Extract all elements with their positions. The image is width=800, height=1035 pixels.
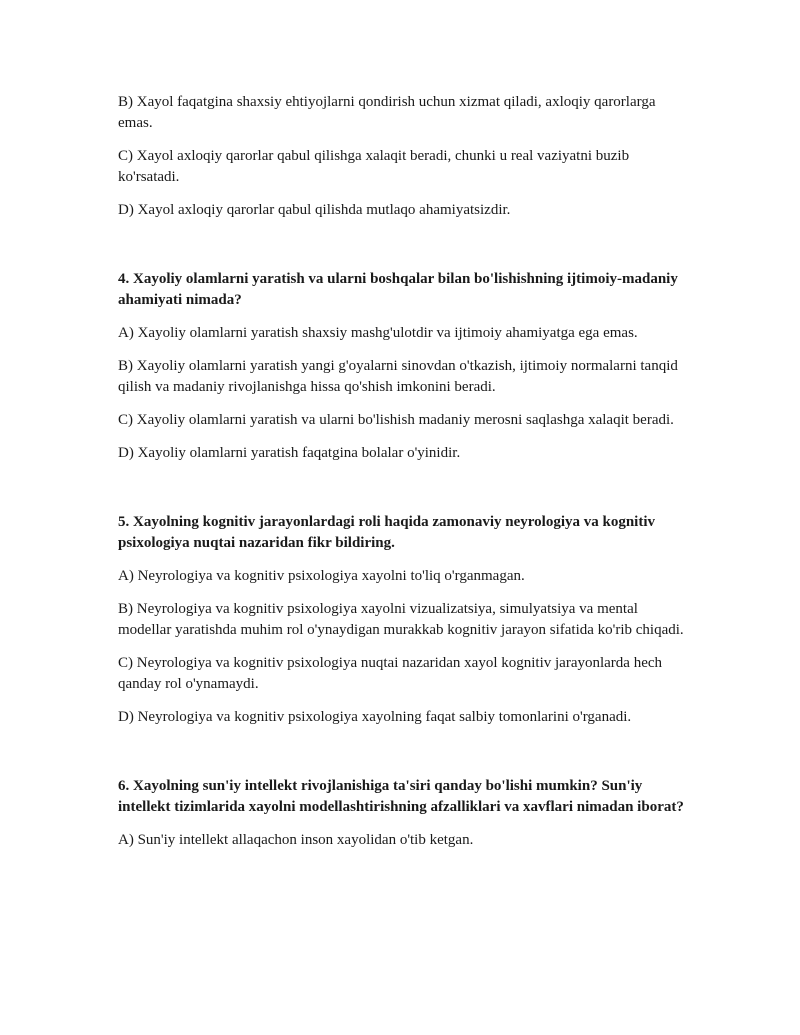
answer-option: A) Sun'iy intellekt allaqachon inson xayolidan o'tib ketgan. [118, 832, 474, 848]
answer-option: D) Xayoliy olamlarni yaratish faqatgina bolalar o'yinidir. [118, 445, 461, 461]
answer-option: B) Xayol faqatgina shaxsiy ehtiyojlarni qondirish uchun xizmat qiladi, axloqiy qarorlarga emas. [118, 94, 656, 131]
question-heading: 6. Xayolning sun'iy intellekt rivojlanishiga ta'siri qanday bo'lishi mumkin? Sun'iy intellekt tizimlarida xayolni modellashtirishning afzalliklari va xavflari nimadan iborat? [118, 778, 684, 815]
question-heading: 5. Xayolning kognitiv jarayonlardagi roli haqida zamonaviy neyrologiya va kognitiv psixologiya nuqtai nazaridan fikr bildiring. [118, 514, 656, 551]
answer-option: D) Neyrologiya va kognitiv psixologiya xayolning faqat salbiy tomonlarini o'rganadi. [118, 709, 632, 725]
answer-option: C) Xayoliy olamlarni yaratish va ularni bo'lishish madaniy merosni saqlashga xalaqit beradi. [118, 412, 674, 428]
question-heading: 4. Xayoliy olamlarni yaratish va ularni boshqalar bilan bo'lishishning ijtimoiy-madaniy ahamiyati nimada? [118, 271, 678, 308]
answer-option: D) Xayol axloqiy qarorlar qabul qilishda mutlaqo ahamiyatsizdir. [118, 202, 511, 218]
document-page [118, 92, 690, 863]
answer-option: C) Xayol axloqiy qarorlar qabul qilishga xalaqit beradi, chunki u real vaziyatni buzib ko'rsatadi. [118, 148, 630, 185]
answer-option: A) Neyrologiya va kognitiv psixologiya xayolni to'liq o'rganmagan. [118, 568, 525, 584]
answer-option: B) Xayoliy olamlarni yaratish yangi g'oyalarni sinovdan o'tkazish, ijtimoiy normalarni tanqid qilish va madaniy rivojlanishga hissa qo'shish imkonini beradi. [118, 358, 678, 395]
section-gap [118, 476, 690, 512]
section-gap [118, 740, 690, 776]
section-gap [118, 233, 690, 269]
answer-option: A) Xayoliy olamlarni yaratish shaxsiy mashg'ulotdir va ijtimoiy ahamiyatga ega emas. [118, 325, 638, 341]
answer-option: C) Neyrologiya va kognitiv psixologiya nuqtai nazaridan xayol kognitiv jarayonlarda hech qanday rol o'ynamaydi. [118, 655, 663, 692]
answer-option: B) Neyrologiya va kognitiv psixologiya xayolni vizualizatsiya, simulyatsiya va mental modellar yaratishda muhim rol o'ynaydigan murakkab kognitiv jarayon sifatida ko'rib chiqadi. [118, 601, 684, 638]
